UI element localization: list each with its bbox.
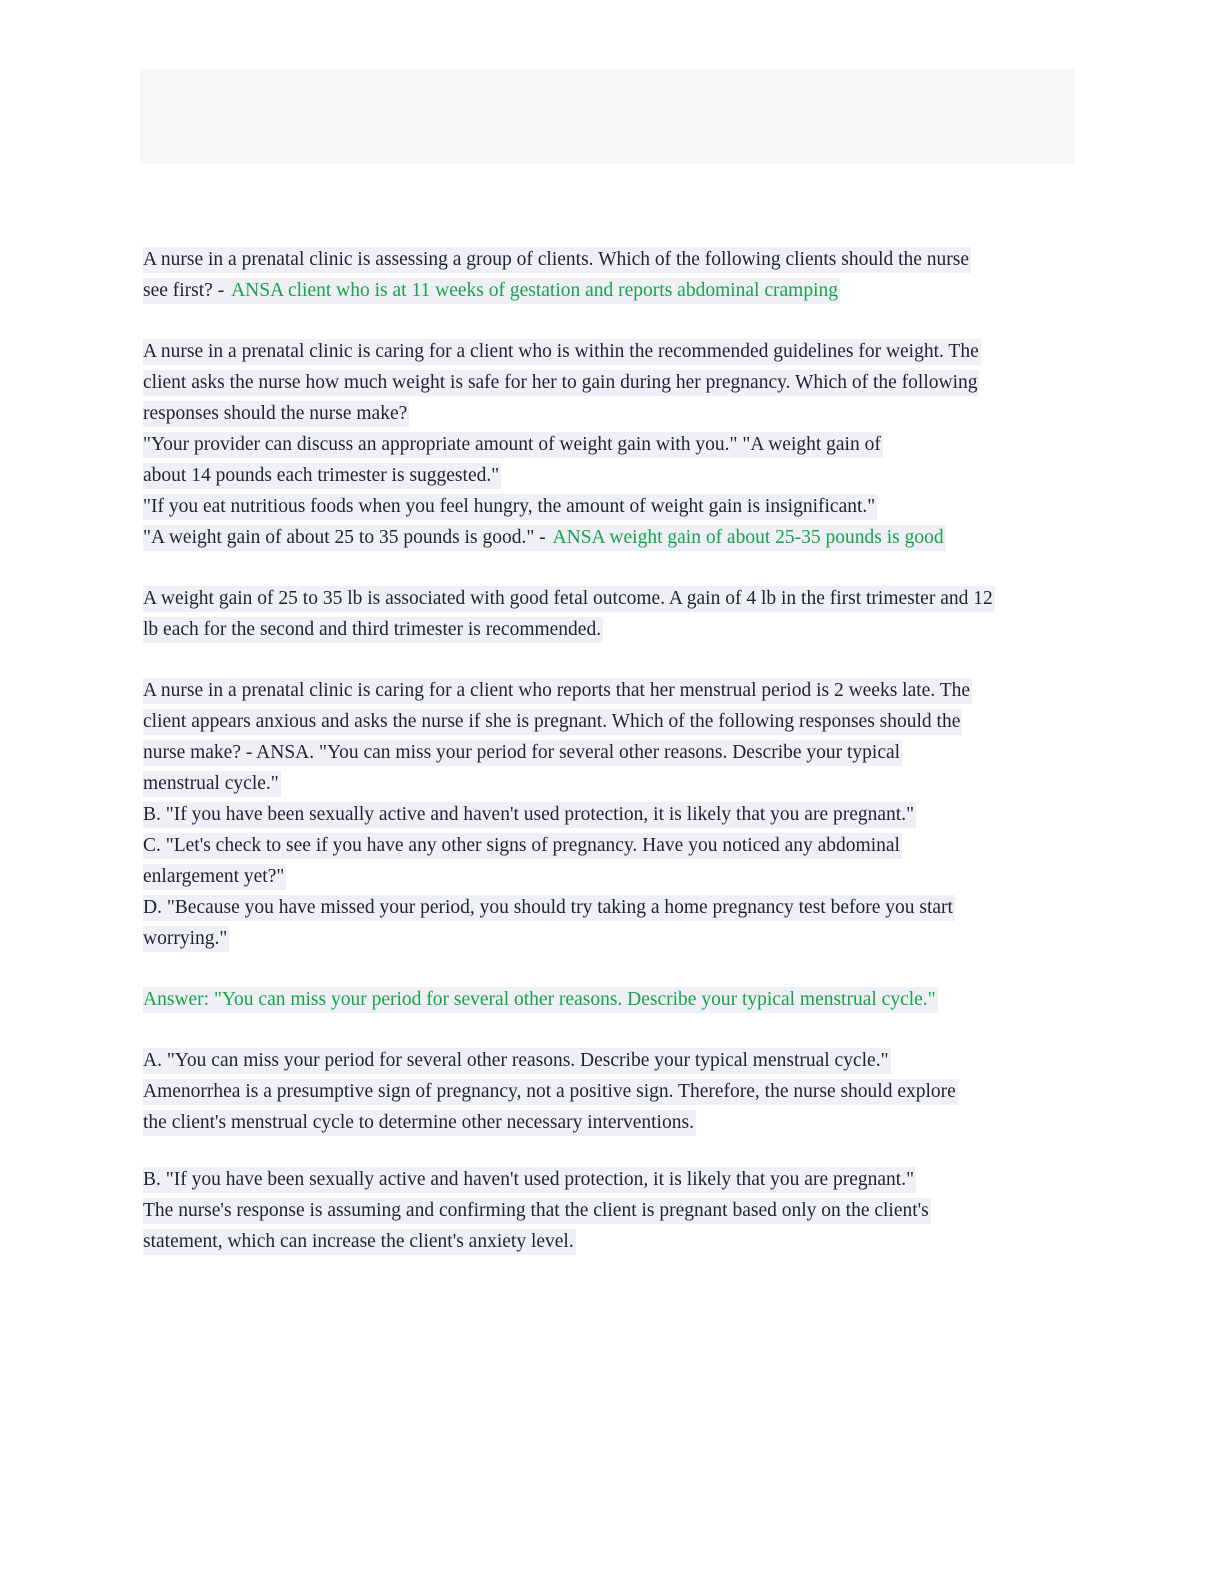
answer-text: ANSA client who is at 11 weeks of gestation and reports abdominal cramping (231, 278, 840, 304)
option-text: "Your provider can discuss an appropriate amount of weight gain with you." "A weight gain of (143, 432, 883, 458)
question-2-rationale (143, 583, 1083, 645)
answer-text: ANSA weight gain of about 25-35 pounds is good (553, 525, 946, 551)
question-text: A nurse in a prenatal clinic is caring for a client who is within the recommended guidelines for weight. The (143, 339, 981, 365)
question-2 (143, 336, 1083, 553)
answer-text: Answer: "You can miss your period for several other reasons. Describe your typical menstrual cycle." (143, 987, 938, 1013)
option-text: C. "Let's check to see if you have any other signs of pregnancy. Have you noticed any abdominal (143, 833, 902, 859)
question-3 (143, 675, 1083, 954)
rationale-b (143, 1164, 1083, 1257)
option-text: "If you eat nutritious foods when you feel hungry, the amount of weight gain is insignificant." (143, 494, 877, 520)
document-body (143, 244, 1083, 1257)
rationale-text: the client's menstrual cycle to determine other necessary interventions. (143, 1110, 696, 1136)
option-text: worrying." (143, 926, 229, 952)
question-text: A nurse in a prenatal clinic is assessing a group of clients. Which of the following clients should the nurse (143, 247, 971, 273)
question-text: A nurse in a prenatal clinic is caring for a client who reports that her menstrual period is 2 weeks late. The (143, 678, 972, 704)
question-text: client asks the nurse how much weight is safe for her to gain during her pregnancy. Which of the following (143, 370, 979, 396)
question-text: client appears anxious and asks the nurse if she is pregnant. Which of the following responses should the (143, 709, 962, 735)
option-text: about 14 pounds each trimester is suggested." (143, 463, 501, 489)
question-text: responses should the nurse make? (143, 401, 409, 427)
option-text: "A weight gain of about 25 to 35 pounds is good." - (143, 525, 553, 551)
question-text: menstrual cycle." (143, 771, 281, 797)
rationale-text: statement, which can increase the client's anxiety level. (143, 1229, 576, 1255)
option-text: B. "If you have been sexually active and haven't used protection, it is likely that you are pregnant." (143, 802, 916, 828)
rationale-text: B. "If you have been sexually active and haven't used protection, it is likely that you are pregnant." (143, 1167, 916, 1193)
option-text: enlargement yet?" (143, 864, 286, 890)
rationale-text: A weight gain of 25 to 35 lb is associated with good fetal outcome. A gain of 4 lb in the first trimester and 12 (143, 586, 995, 612)
question-text: nurse make? - ANSA. "You can miss your period for several other reasons. Describe your typical (143, 740, 902, 766)
rationale-a (143, 1045, 1083, 1138)
question-text: see first? - (143, 278, 231, 304)
rationale-text: lb each for the second and third trimester is recommended. (143, 617, 603, 643)
rationale-text: Amenorrhea is a presumptive sign of pregnancy, not a positive sign. Therefore, the nurse should explore (143, 1079, 958, 1105)
rationale-text: A. "You can miss your period for several other reasons. Describe your typical menstrual cycle." (143, 1048, 891, 1074)
question-1 (143, 244, 1083, 306)
header-band (140, 69, 1074, 164)
option-text: D. "Because you have missed your period, you should try taking a home pregnancy test before you start (143, 895, 955, 921)
question-3-answer (143, 984, 1083, 1015)
rationale-text: The nurse's response is assuming and confirming that the client is pregnant based only on the client's (143, 1198, 931, 1224)
